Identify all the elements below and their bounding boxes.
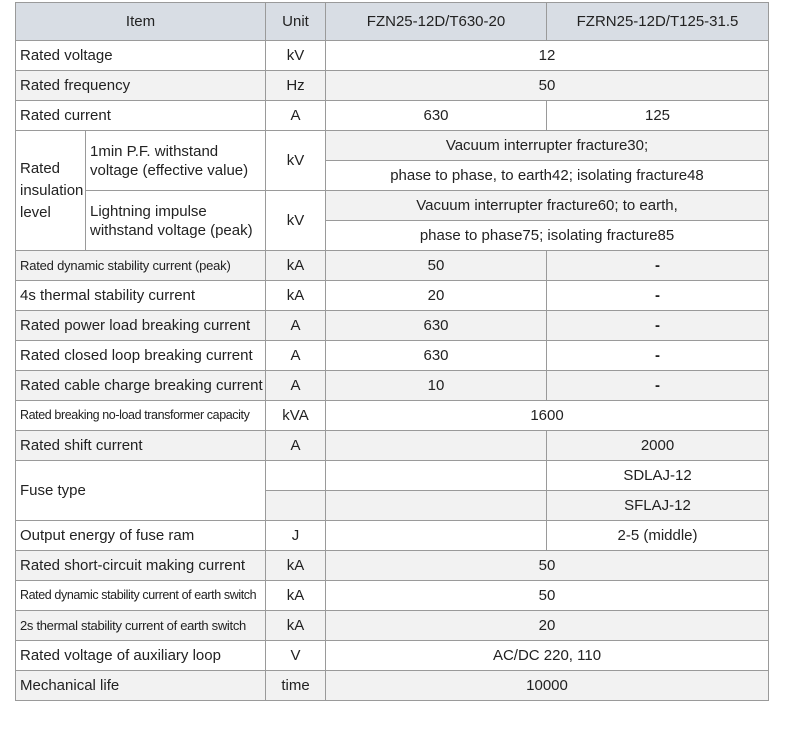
header-model-2: FZRN25-12D/T125-31.5 — [547, 3, 769, 41]
row-value-model-1: 630 — [326, 311, 547, 341]
row-value-model-2: SFLAJ-12 — [547, 491, 769, 521]
header-row — [16, 3, 769, 41]
table-row — [16, 551, 769, 581]
header-model-1: FZN25-12D/T630-20 — [326, 3, 547, 41]
row-label: Output energy of fuse ram — [16, 521, 266, 551]
row-unit: A — [266, 371, 326, 401]
row-unit: time — [266, 671, 326, 701]
row-label: Mechanical life — [16, 671, 266, 701]
pf-withstand-value-line-1: Vacuum interrupter fracture30; — [326, 131, 769, 161]
row-value-model-2: SDLAJ-12 — [547, 461, 769, 491]
row-unit: V — [266, 641, 326, 671]
table-row — [16, 671, 769, 701]
row-value: 50 — [326, 581, 769, 611]
pf-withstand-label: 1min P.F. withstand voltage (effective value) — [86, 131, 266, 191]
table-row — [16, 431, 769, 461]
table-row — [16, 371, 769, 401]
row-unit: kV — [266, 41, 326, 71]
table-row — [16, 581, 769, 611]
row-label: Rated power load breaking current — [16, 311, 266, 341]
row-label: Rated shift current — [16, 431, 266, 461]
row-value-model-1 — [326, 431, 547, 461]
row-value-model-2: - — [547, 371, 769, 401]
pf-withstand-value-line-2: phase to phase, to earth42; isolating fracture48 — [326, 161, 769, 191]
row-unit — [266, 491, 326, 521]
row-value-model-1: 20 — [326, 281, 547, 311]
row-label: Rated cable charge breaking current — [16, 371, 266, 401]
row-value-model-1: 630 — [326, 101, 547, 131]
table-row — [16, 71, 769, 101]
row-unit: A — [266, 341, 326, 371]
row-label: Rated voltage — [16, 41, 266, 71]
header-unit: Unit — [266, 3, 326, 41]
table-row — [16, 311, 769, 341]
row-label: 2s thermal stability current of earth switch — [16, 611, 266, 641]
row-label: Rated dynamic stability current of earth switch — [16, 581, 266, 611]
row-unit: kA — [266, 551, 326, 581]
row-value-model-2: 125 — [547, 101, 769, 131]
lightning-impulse-value-line-1: Vacuum interrupter fracture60; to earth, — [326, 191, 769, 221]
row-value-model-2: 2000 — [547, 431, 769, 461]
lightning-impulse-unit: kV — [266, 191, 326, 251]
row-unit: kA — [266, 281, 326, 311]
table-row — [16, 131, 769, 161]
table-row — [16, 611, 769, 641]
table-body — [16, 41, 769, 701]
table-row — [16, 341, 769, 371]
row-label: 4s thermal stability current — [16, 281, 266, 311]
row-value: 50 — [326, 71, 769, 101]
row-unit: kA — [266, 581, 326, 611]
row-unit: A — [266, 431, 326, 461]
row-label: Fuse type — [16, 461, 266, 521]
row-value-model-2: - — [547, 341, 769, 371]
row-value: 10000 — [326, 671, 769, 701]
row-value-model-2: 2-5 (middle) — [547, 521, 769, 551]
table-row — [16, 521, 769, 551]
table-row — [16, 641, 769, 671]
row-value-model-1 — [326, 461, 547, 491]
table-row — [16, 251, 769, 281]
row-value-model-1: 50 — [326, 251, 547, 281]
row-value-model-1 — [326, 521, 547, 551]
row-label: Rated closed loop breaking current — [16, 341, 266, 371]
row-value-model-1: 10 — [326, 371, 547, 401]
spec-table — [15, 2, 769, 701]
table-row — [16, 401, 769, 431]
row-value-model-2: - — [547, 251, 769, 281]
table-row — [16, 41, 769, 71]
table-row — [16, 101, 769, 131]
lightning-impulse-label: Lightning impulse withstand voltage (peak) — [86, 191, 266, 251]
row-label: Rated voltage of auxiliary loop — [16, 641, 266, 671]
lightning-impulse-value-line-2: phase to phase75; isolating fracture85 — [326, 221, 769, 251]
row-label: Rated breaking no-load transformer capacity — [16, 401, 266, 431]
table-row — [16, 191, 769, 221]
row-value: 1600 — [326, 401, 769, 431]
header-item: Item — [16, 3, 266, 41]
row-unit — [266, 461, 326, 491]
pf-withstand-unit: kV — [266, 131, 326, 191]
row-value-model-2: - — [547, 311, 769, 341]
row-value: 12 — [326, 41, 769, 71]
row-label: Rated current — [16, 101, 266, 131]
row-unit: kA — [266, 611, 326, 641]
row-label: Rated short-circuit making current — [16, 551, 266, 581]
row-unit: kVA — [266, 401, 326, 431]
row-value-model-1: 630 — [326, 341, 547, 371]
row-value: 50 — [326, 551, 769, 581]
row-value: 20 — [326, 611, 769, 641]
table-row — [16, 461, 769, 491]
row-value: AC/DC 220, 110 — [326, 641, 769, 671]
row-value-model-2: - — [547, 281, 769, 311]
row-label: Rated frequency — [16, 71, 266, 101]
row-unit: A — [266, 311, 326, 341]
table-header — [16, 3, 769, 41]
row-unit: kA — [266, 251, 326, 281]
row-unit: J — [266, 521, 326, 551]
row-value-model-1 — [326, 491, 547, 521]
insulation-label: Rated insulation level — [16, 131, 86, 251]
row-unit: Hz — [266, 71, 326, 101]
table-row — [16, 281, 769, 311]
row-unit: A — [266, 101, 326, 131]
row-label: Rated dynamic stability current (peak) — [16, 251, 266, 281]
